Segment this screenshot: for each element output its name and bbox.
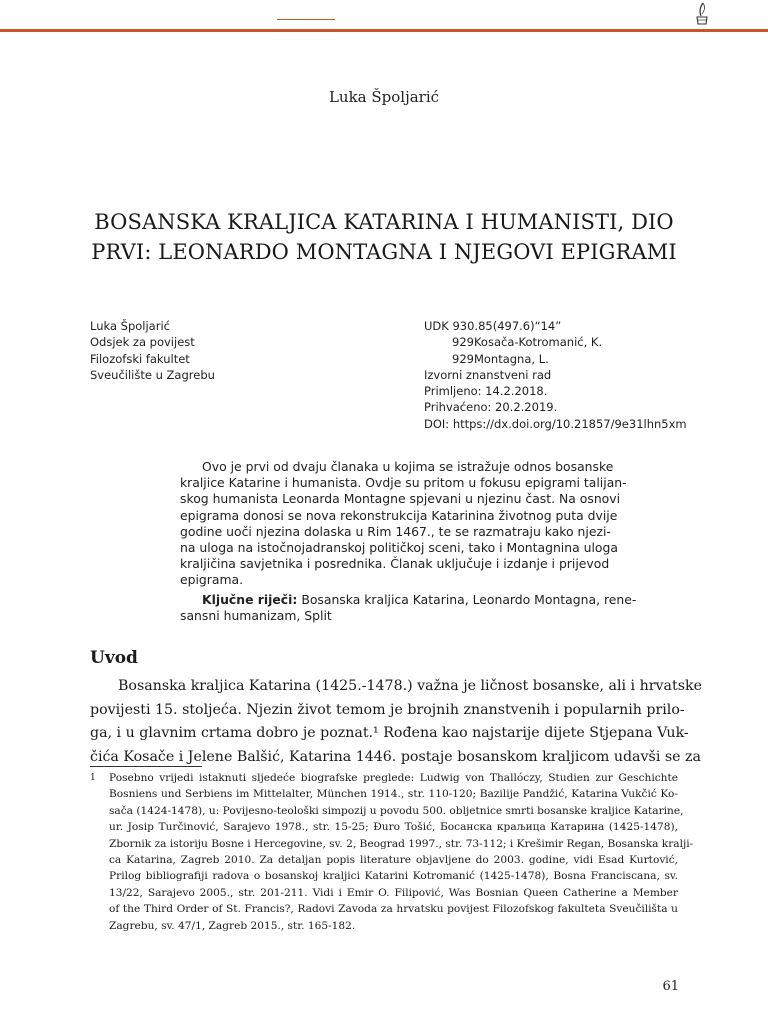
article-title: [80, 207, 688, 267]
abstract: [180, 459, 637, 624]
abstract-line: kraljice Katarine i humanista. Ovdje su pritom u fokusu epigrami talijan-: [180, 475, 627, 491]
abstract-line: Ovo je prvi od dvaju članaka u kojima se istražuje odnos bosanske: [202, 459, 614, 474]
keywords: [180, 591, 637, 624]
abstract-line: godine uoči njezina dolaska u Rim 1467., te se razmatraju kako njezi-: [180, 523, 611, 539]
header-rule: [0, 29, 768, 32]
article-author: Luka Špoljarić: [328, 88, 440, 106]
footnote-line: Posebno vrijedi istaknuti sljedeće biografske preglede: Ludwig von Thallóczy, Studien zur Geschichte: [109, 772, 678, 784]
title-line: BOSANSKA KRALJICA KATARINA I HUMANISTI, DIO: [94, 210, 674, 234]
footnote-number: 1: [90, 773, 96, 783]
footnote-line: Zbornik za istoriju Bosne i Hercegovine, sv. 2, Beograd 1997., str. 73-112; i Krešimir Regan, Bosanska kralji-: [109, 837, 694, 850]
footnote-line: ca Katarina, Zagreb 2010. Za detaljan popis literature objavljene do 2003. godine, vidi Esad Kurtović,: [109, 854, 678, 867]
udk-code: UDK 930.85(497.6)“14”: [424, 319, 562, 333]
keywords-text: sansni humanizam, Split: [180, 607, 332, 623]
affiliation-department: Odsjek za povijest: [90, 335, 195, 350]
accepted-date: Prihvaćeno: 20.2.2019.: [424, 400, 558, 415]
body-paragraph: [90, 675, 702, 769]
footnote-body: [90, 770, 694, 934]
keywords-line: [180, 591, 637, 608]
body-line: čića Kosače i Jelene Balšić, Katarina 1446. postaje bosanskom kraljicom udavši se za: [90, 748, 701, 765]
footnote-line: Bosniens und Serbiens im Mittelalter, München 1914., str. 110-120; Bazilije Pandžić, Katarina Vukčić Ko-: [109, 788, 678, 801]
body-line: Bosanska kraljica Katarina (1425.-1478.) važna je ličnost bosanske, ali i hrvatske: [118, 678, 702, 694]
author-affiliation: [90, 318, 350, 383]
footnote: [90, 770, 694, 934]
title-line: PRVI: LEONARDO MONTAGNA I NJEGOVI EPIGRAMI: [91, 240, 677, 264]
affiliation-name: Luka Špoljarić: [90, 319, 170, 333]
footnote-line: of the Third Order of St. Francis?, Radovi Zavoda za hrvatsku povijest Filozofskog fakulteta Sveučilišta u: [109, 903, 678, 916]
keywords-text: Bosanska kraljica Katarina, Leonardo Montagna, rene-: [301, 591, 637, 607]
classification-block: [424, 318, 724, 432]
abstract-line: na uloga na istočnojadranskoj političkoj sceni, tako i Montagnina uloga: [180, 540, 618, 556]
section-heading: Uvod: [90, 648, 138, 668]
affiliation-faculty: Filozofski fakultet: [90, 351, 190, 366]
abstract-line: skog humanista Leonarda Montagne spjevani u njezinu čast. Na osnovi: [180, 491, 621, 507]
abstract-line: kraljičina savjetnika i posrednika. Članak uključuje i izdanje i prijevod: [180, 556, 610, 572]
udk-code-secondary: 929Kosača-Kotromanić, K.: [452, 335, 603, 350]
body-line: ga, i u glavnim crtama dobro je poznat.¹ Rođena kao najstarije dijete Stjepana Vuk-: [90, 725, 689, 741]
doi-link[interactable]: DOI: https://dx.doi.org/10.21857/9e31lhn5xm: [424, 416, 687, 431]
page-number: 61: [662, 979, 679, 994]
footnote-line: 13/22, Sarajevo 2005., str. 201-211. Vidi i Emir O. Filipović, Was Bosnian Queen Catherine a Member: [109, 886, 678, 899]
abstract-line: epigrama donosi se nova rekonstrukcija Katarinina životnog puta dvije: [180, 507, 618, 523]
footnote-line: ur. Josip Turčinović, Sarajevo 1978., str. 15-25; Đuro Tošić, Босанска краљица Катарина (1425-1478),: [109, 821, 678, 834]
body-line: povijesti 15. stoljeća. Njezin život temom je brojnih znanstvenih i popularnih prilo-: [90, 701, 685, 718]
udk-code-secondary: 929Montagna, L.: [452, 351, 549, 366]
footnote-separator: [90, 766, 202, 767]
footnote-line: Zagrebu, sv. 47/1, Zagreb 2015., str. 165-182.: [109, 919, 356, 932]
received-date: Primljeno: 14.2.2018.: [424, 384, 548, 399]
keywords-label: Ključne riječi:: [202, 591, 298, 607]
header-rule-mark: [277, 19, 335, 20]
footnote-line: sača (1424-1478), u: Povijesno-teološki simpozij u povodu 500. obljetnice smrti bosanske kraljice Katarine,: [109, 804, 684, 817]
affiliation-university: Sveučilište u Zagrebu: [90, 367, 215, 382]
quill-ink-icon: [694, 2, 710, 26]
article-type: Izvorni znanstveni rad: [424, 367, 552, 382]
footnote-line: Prilog bibliografiji radova o bosanskoj kraljici Katarini Kotromanić (1425-1478), Bosna Franciscana, sv.: [109, 870, 678, 883]
abstract-line: epigrama.: [180, 572, 244, 588]
